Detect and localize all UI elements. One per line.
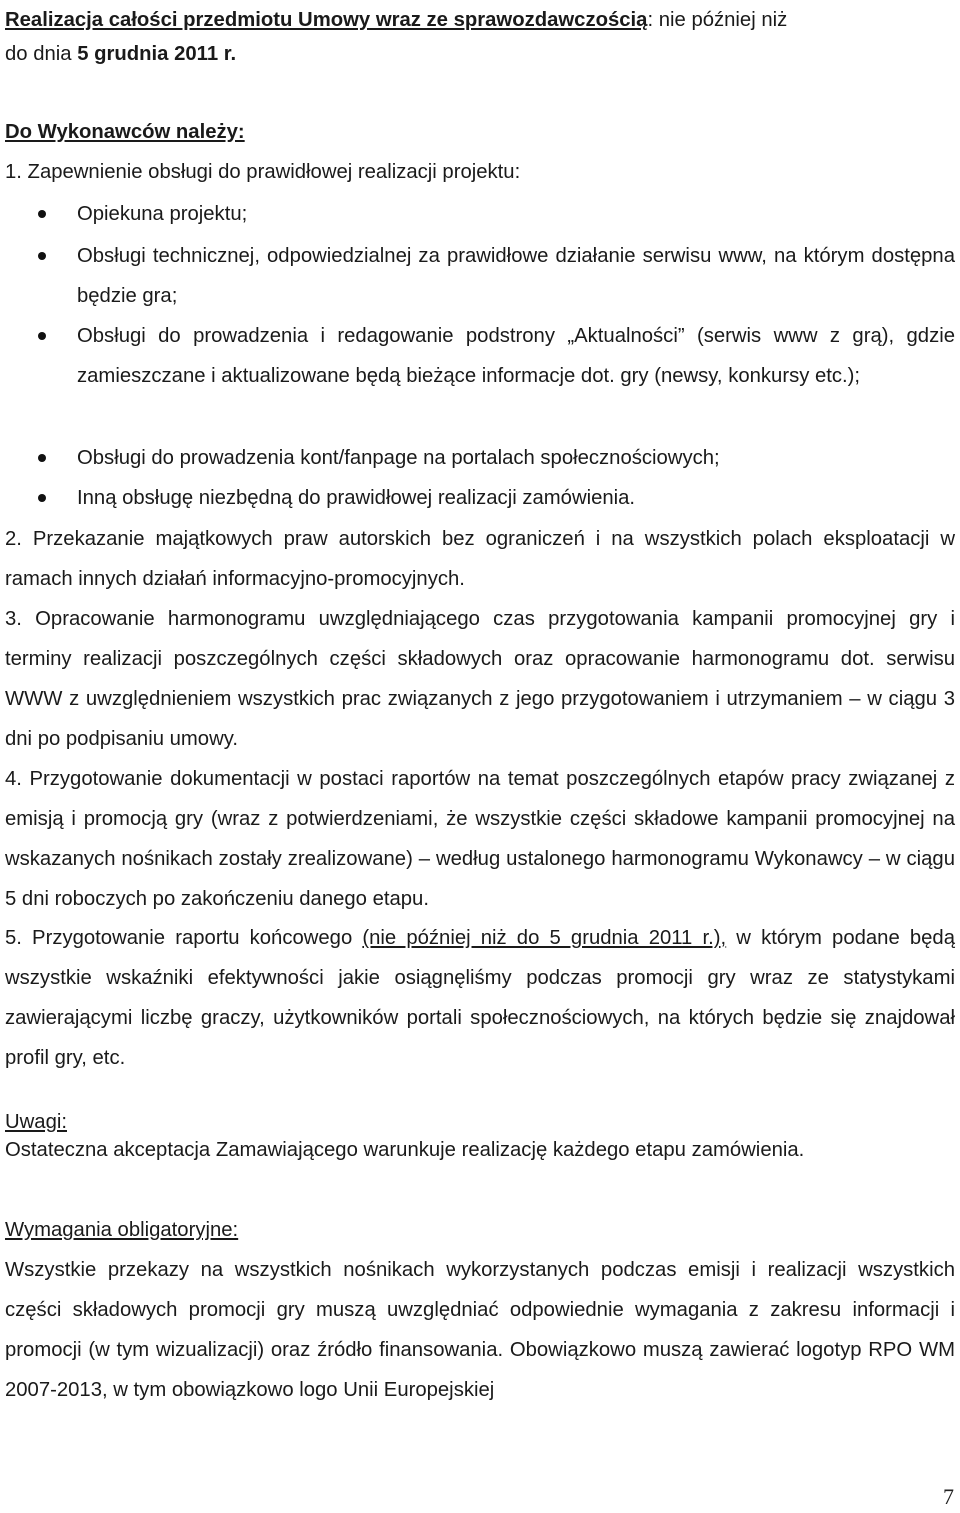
bullet-dot bbox=[38, 454, 46, 462]
bullet-dot bbox=[38, 210, 46, 218]
item-4-paragraph: 4. Przygotowanie dokumentacji w postaci raportów na temat poszczególnych etapów pracy związanej z emisją i promocją gry (wraz z potwierdzeniami, że wszystkie części składowe kampanii promocyjnej na wskazanych nośnikach zostały zrealizowane) – według ustalonego harmonogramu Wykonawcy – w ciągu 5 dni roboczych po zakończeniu danego etapu. bbox=[5, 768, 955, 910]
bullet-item: Obsługi do prowadzenia i redagowanie podstrony „Aktualności” (serwis www z grą), gdzie zamieszczane i aktualizowane będą bieżące informacje dot. gry (newsy, konkursy etc.); bbox=[77, 325, 955, 387]
deadline-date: 5 grudnia 2011 r. bbox=[77, 43, 237, 65]
notes-heading: Uwagi: bbox=[5, 1111, 67, 1133]
page-number: 7 bbox=[943, 1484, 954, 1509]
item-5-rest: w którym podane będą wszystkie wskaźniki efektywności jakie osiągnęliśmy podczas promocji gry wraz ze statystykami zawierającymi liczbę graczy, użytkowników portali społecznościowych, na których będzie się znajdował profil gry, etc. bbox=[5, 927, 955, 1069]
deadline-prefix: do dnia bbox=[5, 43, 78, 65]
bullet-dot bbox=[38, 494, 46, 502]
bullet-item: Inną obsługę niezbędną do prawidłowej realizacji zamówienia. bbox=[77, 487, 636, 509]
bullet-item: Obsługi technicznej, odpowiedzialnej za prawidłowe działanie serwisu www, na którym dostępna będzie gra; bbox=[77, 245, 955, 307]
requirements-heading: Wymagania obligatoryjne: bbox=[5, 1219, 239, 1241]
item-5-prefix: 5. Przygotowanie raportu końcowego bbox=[5, 927, 363, 949]
deadline-date-line bbox=[5, 34, 955, 74]
deadline-label: Realizacja całości przedmiotu Umowy wraz ze sprawozdawczością bbox=[5, 9, 648, 31]
item-5-deadline: (nie później niż do 5 grudnia 2011 r.), bbox=[362, 927, 727, 949]
bullet-dot bbox=[38, 332, 46, 340]
bullet-dot bbox=[38, 252, 46, 260]
requirements-paragraph: Wszystkie przekazy na wszystkich nośnikach wykorzystanych podczas emisji i realizacji wszystkich części składowych promocji gry muszą uwzględniać odpowiednie wymagania z zakresu informacji i promocji (w tym wizualizacji) oraz źródło finansowania. Obowiązkowo muszą zawierać logotyp RPO WM 2007-2013, w tym obowiązkowo logo Unii Europejskiej bbox=[5, 1259, 955, 1401]
notes-text: Ostateczna akceptacja Zamawiającego warunkuje realizację każdego etapu zamówienia. bbox=[5, 1139, 805, 1161]
bullet-item: Obsługi do prowadzenia kont/fanpage na portalach społecznościowych; bbox=[77, 447, 720, 469]
item-2-paragraph: 2. Przekazanie majątkowych praw autorskich bez ograniczeń i na wszystkich polach eksploatacji w ramach innych działań informacyjno-promocyjnych. bbox=[5, 528, 955, 590]
deadline-text: : nie później niż bbox=[647, 9, 788, 31]
item-1-text: 1. Zapewnienie obsługi do prawidłowej realizacji projektu: bbox=[5, 161, 521, 183]
bullet-item: Opiekuna projektu; bbox=[77, 203, 248, 225]
item-3-paragraph: 3. Opracowanie harmonogramu uwzględniającego czas przygotowania kampanii promocyjnej gry i terminy realizacji poszczególnych części składowych oraz opracowanie harmonogramu dot. serwisu WWW z uwzględnieniem wszystkich prac związanych z jego przygotowaniem i utrzymaniem – w ciągu 3 dni po podpisaniu umowy. bbox=[5, 608, 955, 750]
item-5-paragraph bbox=[5, 918, 955, 1078]
contractors-heading: Do Wykonawców należy: bbox=[5, 121, 245, 143]
